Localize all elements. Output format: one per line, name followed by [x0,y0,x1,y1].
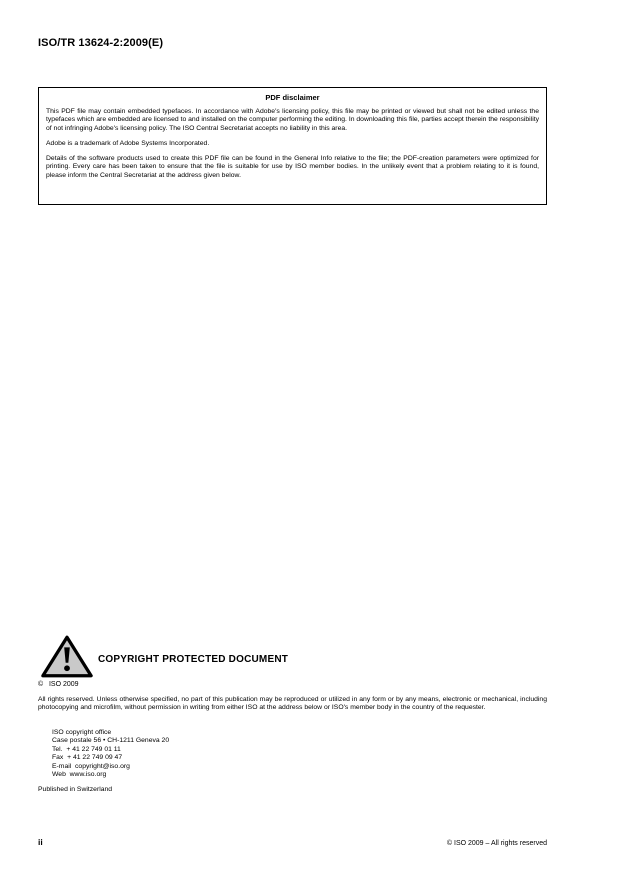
pdf-disclaimer-box [38,87,547,205]
address-line-office: ISO copyright office [52,729,112,736]
iso-address-block [52,729,169,779]
address-line-fax: Fax + 41 22 749 09 47 [52,754,123,762]
page-number: ii [38,837,43,847]
document-reference-header: ISO/TR 13624-2:2009(E) [38,37,164,49]
all-rights-reserved-paragraph: All rights reserved. Unless otherwise specified, no part of this publication may be reproduced or utilized in any form or by any means, electronic or mechanical, including photocopying and microfilm, without permission in writing from either ISO at the address below or ISO's member body in the country of the requester. [38,696,547,712]
footer-copyright-notice: © ISO 2009 – All rights reserved [446,840,547,847]
published-in-switzerland-line: Published in Switzerland [38,786,113,793]
address-line-email: E-mail copyright@iso.org [52,762,130,770]
address-line-postal: Case postale 56 • CH-1211 Geneva 20 [52,737,170,745]
address-line-web: Web www.iso.org [52,771,107,779]
disclaimer-paragraph: Details of the software products used to create this PDF file can be found in the General Info relative to the file; the PDF-creation parameters were optimized for printing. Every care has been taken to ensure that the file is suitable for use by ISO member bodies. In the unlikely event that a problem relating to it is found, please inform the Central Secretariat at the address given below. [46,155,539,179]
disclaimer-title: PDF disclaimer [265,93,320,102]
page-footer [38,837,547,847]
copyright-protected-heading: COPYRIGHT PROTECTED DOCUMENT [98,654,289,665]
warning-triangle-icon [40,634,94,679]
copyright-year-line: © ISO 2009 [38,681,79,688]
disclaimer-paragraph: Adobe is a trademark of Adobe Systems Incorporated. [46,139,210,147]
address-line-tel: Tel. + 41 22 749 01 11 [52,745,121,753]
disclaimer-paragraph: This PDF file may contain embedded typefaces. In accordance with Adobe's licensing policy, this file may be printed or viewed but shall not be edited unless the typefaces which are embedded are licensed to and installed on the computer performing the editing. In downloading this file, parties accept therein the responsibility of not infringing Adobe's licensing policy. The ISO Central Secretariat accepts no liability in this area. [46,108,539,132]
